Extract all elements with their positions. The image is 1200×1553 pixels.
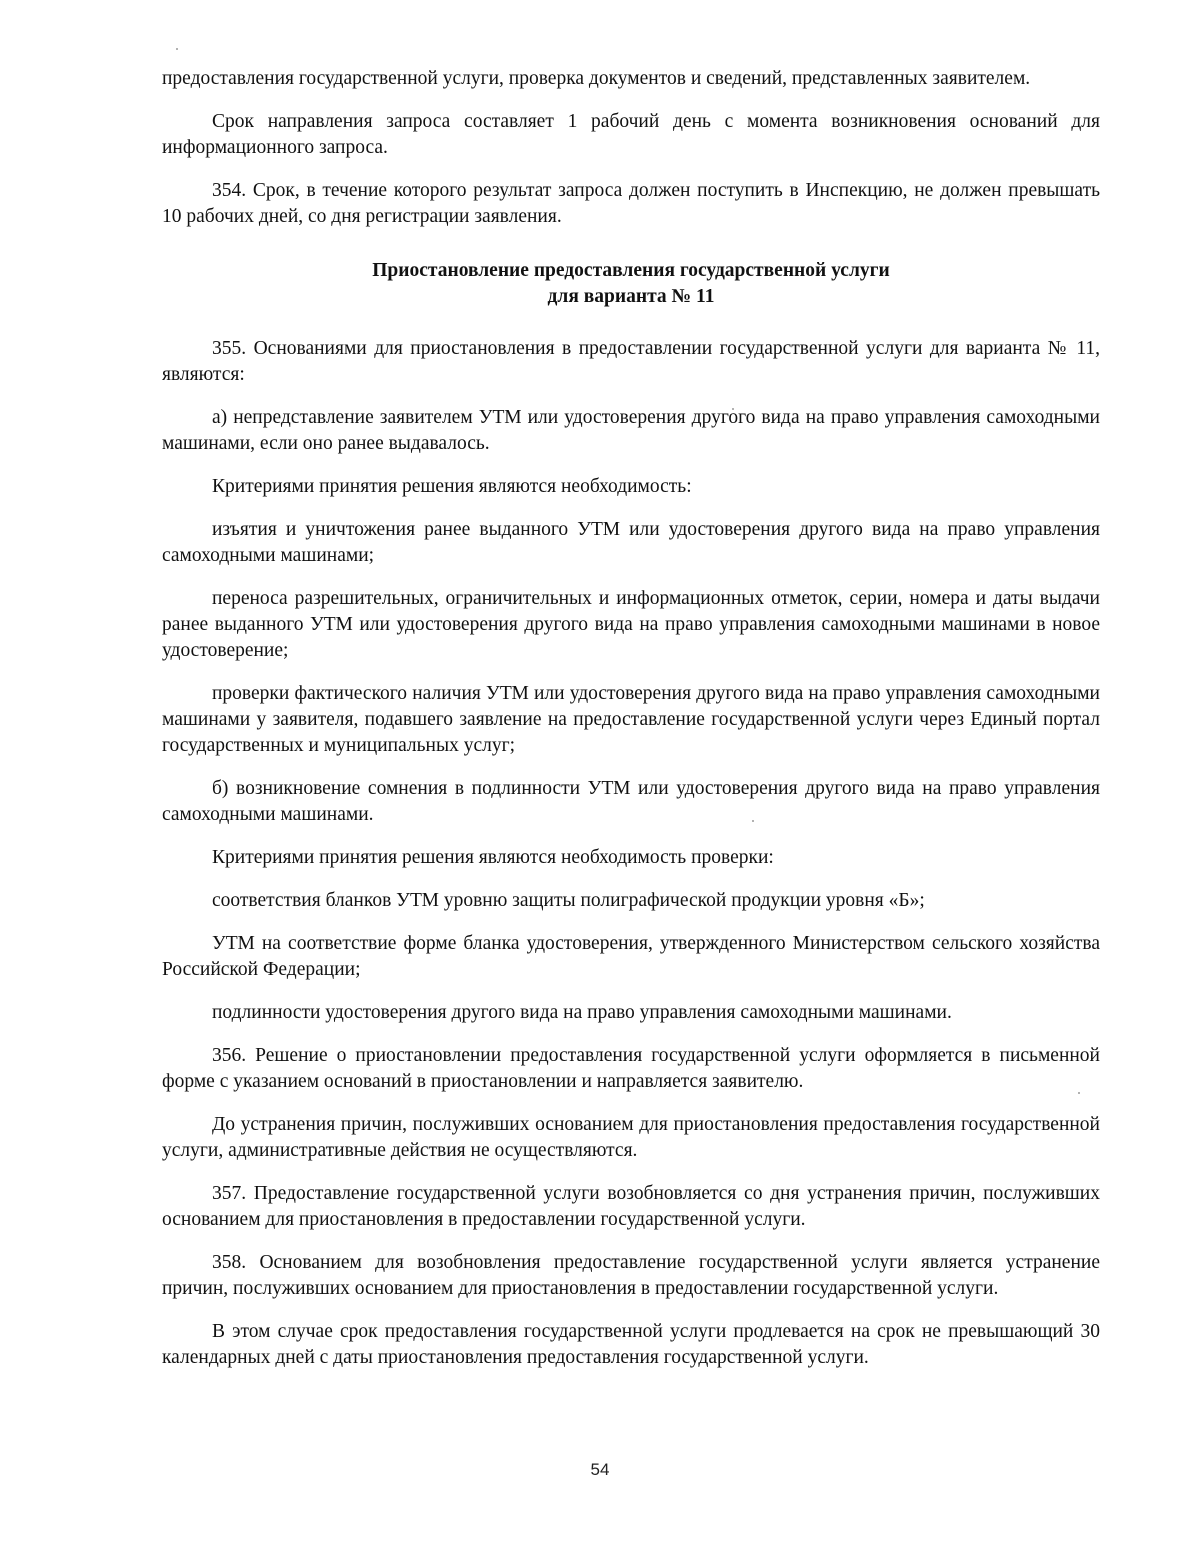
paragraph-354: 354. Срок, в течение которого результат запроса должен поступить в Инспекцию, не должен превышать 10 рабочих дней, со дня регистрации заявления.: [162, 180, 1100, 227]
paragraph-request-deadline: Срок направления запроса составляет 1 рабочий день с момента возникновения оснований для информационного запроса.: [162, 111, 1100, 158]
paragraph-criterion-forms: соответствия бланков УТМ уровню защиты полиграфической продукции уровня «Б»;: [212, 890, 925, 911]
paragraph-criterion-blank: УТМ на соответствие форме бланка удостоверения, утвержденного Министерством сельского хозяйства Российской Федерации;: [162, 933, 1100, 980]
paragraph-355-a: а) непредставление заявителем УТМ или удостоверения другого вида на право управления самоходными машинами, если оно ранее выдавалось.: [162, 407, 1100, 454]
paragraph-criterion-withdrawal: изъятия и уничтожения ранее выданного УТМ или удостоверения другого вида на право управления самоходными машинами;: [162, 519, 1100, 566]
paragraph-criteria-b: Критериями принятия решения являются необходимость проверки:: [212, 847, 774, 868]
section-heading-line-2: для варианта № 11: [547, 286, 715, 307]
section-heading: [162, 258, 1100, 310]
paragraph-term-extension: В этом случае срок предоставления государственной услуги продлевается на срок не превышающий 30 календарных дней с даты приостановления предоставления государственной услуги.: [162, 1321, 1100, 1368]
paragraph-356: 356. Решение о приостановлении предоставления государственной услуги оформляется в письменной форме с указанием оснований в приостановлении и направляется заявителю.: [162, 1045, 1100, 1092]
paragraph-357: 357. Предоставление государственной услуги возобновляется со дня устранения причин, послуживших основанием для приостановления в предоставлении государственной услуги.: [162, 1183, 1100, 1230]
paragraph-criterion-authenticity: подлинности удостоверения другого вида на право управления самоходными машинами.: [212, 1002, 952, 1023]
paragraph-355-b: б) возникновение сомнения в подлинности УТМ или удостоверения другого вида на право управления самоходными машинами.: [162, 778, 1100, 825]
paragraph-criteria-a: Критериями принятия решения являются необходимость:: [212, 476, 692, 497]
paragraph-continuation: предоставления государственной услуги, проверка документов и сведений, представленных заявителем.: [162, 68, 1031, 89]
paragraph-criterion-check: проверки фактического наличия УТМ или удостоверения другого вида на право управления самоходными машинами у заявителя, подавшего заявление на предоставление государственной услуги через Единый портал государственных и муниципальных услуг;: [162, 683, 1100, 756]
paragraph-until-elimination: До устранения причин, послуживших основанием для приостановления предоставления государственной услуги, административные действия не осуществляются.: [162, 1114, 1100, 1161]
scan-speck: [176, 48, 178, 50]
page-number: 54: [590, 1460, 610, 1479]
paragraph-355: 355. Основаниями для приостановления в предоставлении государственной услуги для варианта № 11, являются:: [162, 338, 1100, 385]
document-page: [162, 66, 1100, 1388]
paragraph-criterion-transfer: переноса разрешительных, ограничительных и информационных отметок, серии, номера и даты выдачи ранее выданного УТМ или удостоверения другого вида на право управления самоходными машинами в новое удостоверение;: [162, 588, 1100, 661]
paragraph-358: 358. Основанием для возобновления предоставление государственной услуги является устранение причин, послуживших основанием для приостановления в предоставлении государственной услуги.: [162, 1252, 1100, 1299]
section-heading-line-1: Приостановление предоставления государственной услуги: [372, 260, 890, 281]
